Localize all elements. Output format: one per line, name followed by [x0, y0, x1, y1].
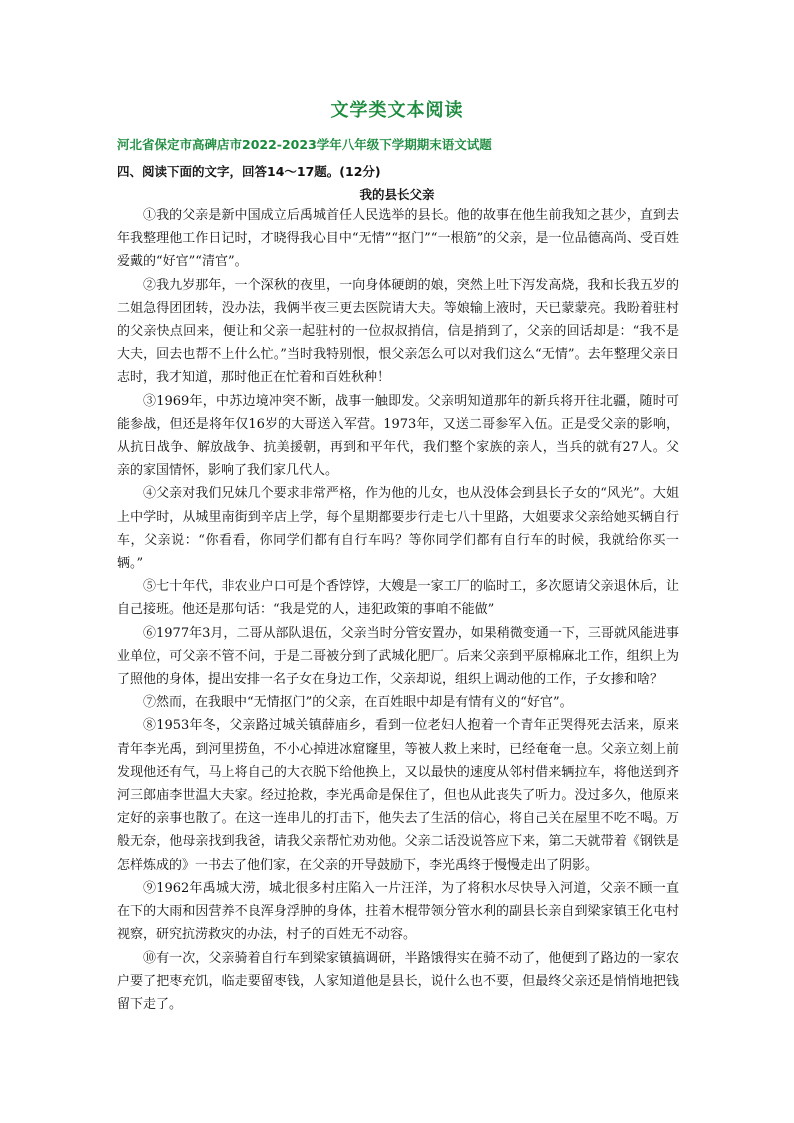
paragraph-9: ⑨1962年禹城大涝，城北很多村庄陷入一片汪洋，为了将积水尽快导入河道，父亲不顾一直在下的大雨和因营养不良浑身浮肿的身体，拄着木棍带领分管水利的副县长亲自到梁家镇王化屯村视察，研究抗涝救灾的办法，村子的百姓无不动容。 [117, 880, 679, 943]
paragraph-4: ④父亲对我们兄妹几个要求非常严格，作为他的儿女，也从没体会到县长子女的“风光”。大姐上中学时，从城里南街到辛店上学，每个星期都要步行走七八十里路，大姐要求父亲给她买辆自行车，父亲说：“你看看，你同学们都有自行车吗？等你同学们都有自行车的时候，我就给你买一辆。” [117, 486, 679, 572]
paragraph-8: ⑧1953年冬，父亲路过城关镇薛庙乡，看到一位老妇人抱着一个青年正哭得死去活来，原来青年李光禹，到河里捞鱼，不小心掉进冰窟窿里，等被人救上来时，已经奄奄一息。父亲立刻上前发现他还有气，马上将自己的大衣脱下给他换上，又以最快的速度从邻村借来辆拉车，将他送到齐河三郎庙李世温大夫家。经过抢救，李光禹命是保住了，但也从此丧失了听力。没过多久，他原来定好的亲事也散了。在这一连串儿的打击下，他失去了生活的信心，将自己关在屋里不吃不喝。万般无奈，他母亲找到我爸，请我父亲帮忙劝劝他。父亲二话没说答应下来，第二天就带着《钢铁是怎样炼成的》一书去了他们家，在父亲的开导鼓励下，李光禹终于慢慢走出了阴影。 [117, 718, 679, 873]
question-instruction: 四、阅读下面的文字，回答14～17题。(12分) [117, 164, 381, 179]
paragraph-6: ⑥1977年3月，二哥从部队退伍，父亲当时分管安置办，如果稍微变通一下，三哥就风能进事业单位，可父亲不管不问，于是二哥被分到了武城化肥厂。后来父亲到平原棉麻北工作，组织上为了照他的身体，提出安排一名子女在身边工作，父亲却说，组织上调动他的工作，子女掺和啥？ [117, 625, 679, 688]
exam-source: 河北省保定市高碑店市2022-2023学年八年级下学期期末语文试题 [117, 137, 492, 152]
paragraph-1: ①我的父亲是新中国成立后禹城首任人民选举的县长。他的故事在他生前我知之甚少，直到去年我整理他工作日记时，才晓得我心目中“无情”“抠门”“一根筋”的父亲，是一位品德高尚、受百姓爱戴的“好官”“清官”。 [117, 208, 679, 270]
paragraph-7: ⑦然而，在我眼中“无情抠门”的父亲，在百姓眼中却是有情有义的“好官”。 [143, 695, 573, 711]
paragraph-10: ⑩有一次，父亲骑着自行车到梁家镇搞调研，半路饿得实在骑不动了，他便到了路边的一家农户要了把枣充饥，临走要留枣钱，人家知道他是县长，说什么也不要，但最终父亲还是悄悄地把钱留下走了。 [117, 950, 679, 1012]
article-title: 我的县长父亲 [359, 187, 435, 202]
article-body [117, 204, 679, 1016]
paragraph-3: ③1969年，中苏边境冲突不断，战事一触即发。父亲明知道那年的新兵将开往北疆，随时可能参战，但还是将年仅16岁的大哥送入军营。1973年，又送二哥参军入伍。正是受父亲的影响，从抗日战争、解放战争、抗美援朝，再到和平年代，我们整个家族的亲人，当兵的就有27人。父亲的家国情怀，影响了我们家几代人。 [117, 393, 679, 479]
paragraph-2: ②我九岁那年，一个深秋的夜里，一向身体硬朗的娘，突然上吐下泻发高烧，我和长我五岁的二姐急得团团转，没办法，我俩半夜三更去医院请大夫。等娘输上液时，天已蒙蒙亮。我盼着驻村的父亲快点回来，便让和父亲一起驻村的一位叔叔捎信，信是捎到了，父亲的回话却是：“我不是大夫，回去也帮不上什么忙。”当时我特别恨，恨父亲怎么可以对我们这么“无情”。去年整理父亲日志时，我才知道，那时他正在忙着和百姓秋种！ [117, 277, 679, 386]
paragraph-5: ⑤七十年代，非农业户口可是个香饽饽，大嫂是一家工厂的临时工，多次愿请父亲退休后，让自己接班。他还是那句话：“我是党的人，违犯政策的事咱不能做” [117, 579, 679, 618]
document-title: 文学类文本阅读 [330, 100, 464, 121]
